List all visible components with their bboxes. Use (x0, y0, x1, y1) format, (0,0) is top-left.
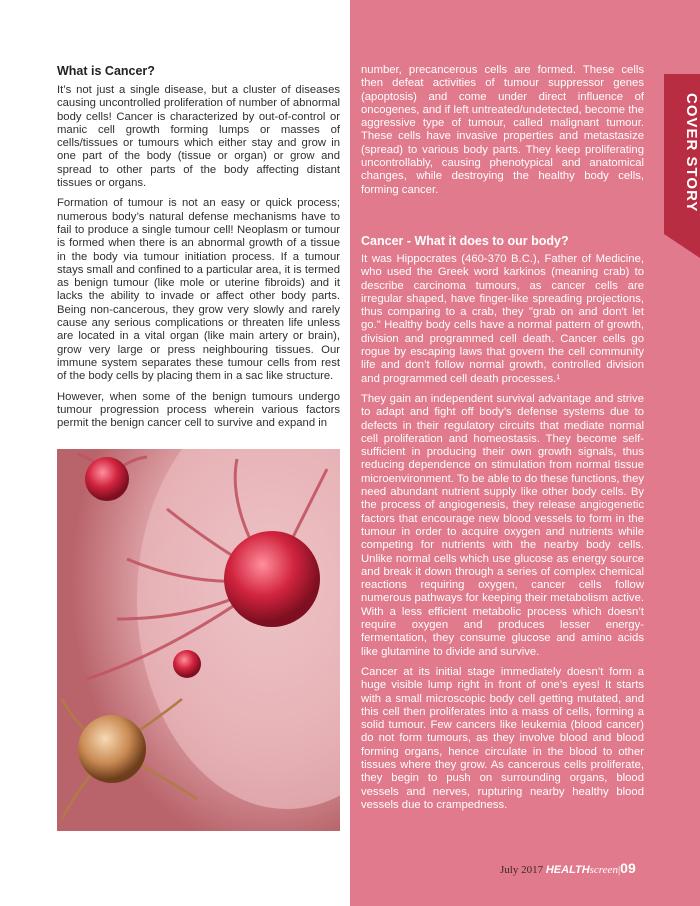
issue-date: July 2017 (500, 864, 544, 876)
right-paragraph-3: Cancer at its initial stage immediately doesn’t form a huge visible lump right in front of one’s eyes! It starts with a small microscopic body cell getting mutated, and this cell then proliferates into a mass of cells, forming a solid tumour. Few cancers like leukemia (blood cancer) do not form tumours, as they involve blood and blood forming organs, hence circulate in the blood to other tissues where they grow. As cancerous cells proliferate, they begin to push on surrounding organs, blood vessels and nerves, rupturing nearby healthy blood vessels due to crampedness. (361, 665, 644, 811)
left-paragraph-2: Formation of tumour is not an easy or quick process; numerous body’s natural defense mechanisms have to fail to produce a single tumour cell! Neoplasm or tumour is formed when there is an abnormal growth of a tissue in the body via tumour initiation process. If a tumour stays small and confined to a particular area, it is termed as benign tumour (like mole or uterine fibroids) and it lacks the ability to invade or affect other body parts. Being non-cancerous, they grow very slowly and rarely cause any serious complications or threaten life unless are located in a vital organ (like main artery or brain), grow very large or press neighbouring tissues. Our immune system separates these tumour cells from rest of the body cells by placing them in a sac like structure. (57, 197, 340, 383)
magazine-brand-script: screen (589, 864, 618, 876)
left-text (57, 84, 340, 437)
cancer-cells-image (57, 449, 340, 831)
left-paragraph-1: It’s not just a single disease, but a cluster of diseases causing uncontrolled proliferation of number of abnormal body cells! Cancer is characterized by out-of-control or manic cell growth forming lumps or masses of cells/tissues or tumours which either stay and grow in one part of the body (tissue or organ) or grow and spread to other parts of the body affecting distant tissues or organs. (57, 84, 340, 190)
page-footer (500, 860, 636, 876)
cancer-cells-illustration (57, 449, 340, 831)
heading-what-is-cancer: What is Cancer? (57, 64, 155, 78)
magazine-brand-bold: HEALTH (545, 864, 590, 876)
right-paragraph-2: They gain an independent survival advantage and strive to adapt and fight off body’s defense systems due to defects in their regulatory circuits that mediate normal cell proliferation and homeostasis. They become self-sufficient in producing their own growth signals, thus reducing dependence on stimulation from normal tissue microenvironment. To be able to do these functions, they need abundant nutrient supply like other body cells. By the process of angiogenesis, they release angiogenetic factors that encourage new blood vessels to form in the tumour in order to acquire oxygen and nutrients while competing for nutrients with the nearby body cells. Unlike normal cells which use glucose as energy source and break it down through a series of complex chemical reactions requiring oxygen, cancer cells follow numerous pathways for keeping their metabolism active. With a less efficient metabolic process which doesn’t require oxygen and produces lesser energy- fermentation, they consume glucose and amino acids like glutamine to divide and survive. (361, 392, 645, 658)
right-intro-text: number, precancerous cells are formed. These cells then defeat activities of tumour suppressor genes (apoptosis) and come under direct influence of oncogenes, and if left untreated/undetected, become the aggressive type of tumour, called malignant tumour. These cells have invasive properties and metastasize (spread) to various body parts. They keep proliferating uncontrollably, causing phenotypical and anatomical changes, while destroying the healthy body cells, forming cancer. (361, 64, 644, 196)
section-tab-fold (664, 234, 700, 258)
page-number: 09 (620, 860, 636, 876)
right-paragraph-1: It was Hippocrates (460-370 B.C.), Father of Medicine, who used the Greek word karkinos (meaning crab) to describe carcinoma tumours, as cancer cells are irregular shaped, have finger-like spreading projections, thus comparing to a crab, they "grab on and don't let go." Healthy body cells have a normal pattern of growth, division and programmed cell death. Cancer cells go rogue by escaping laws that govern the cell community life and don’t follow normal growth, controlled division and programmed cell death processes.¹ (361, 253, 644, 385)
left-paragraph-3: However, when some of the benign tumours undergo tumour progression process wherein various factors permit the benign cancer cell to survive and expand in (57, 390, 340, 430)
section-tab-label: COVER STORY (683, 93, 700, 213)
right-text (361, 253, 644, 819)
heading-cancer-what-it-does: Cancer - What it does to our body? (361, 234, 569, 248)
footer-divider: | (617, 864, 621, 876)
